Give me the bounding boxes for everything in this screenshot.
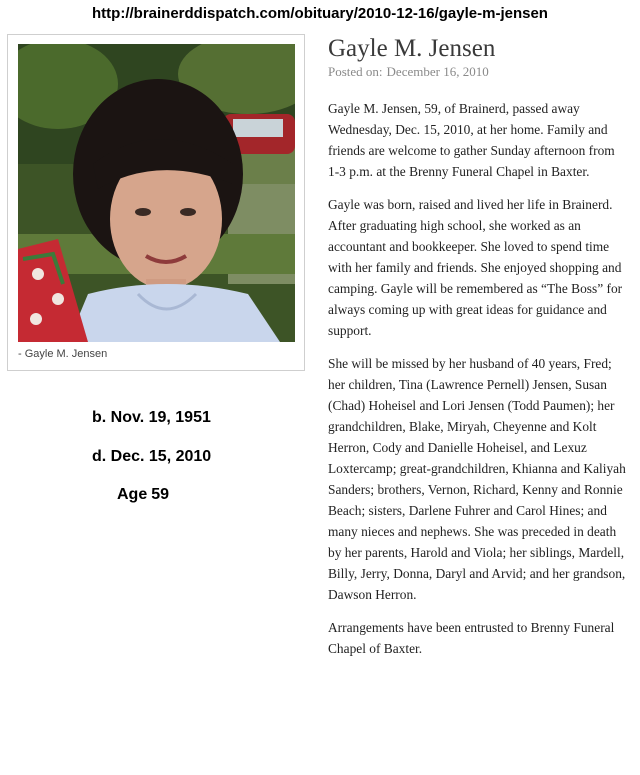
posted-label: Posted on: xyxy=(328,64,383,79)
death-date: d. Dec. 15, 2010 xyxy=(92,448,212,465)
age-label: Age xyxy=(117,486,148,503)
obituary-article xyxy=(328,36,628,671)
paragraph: Gayle M. Jensen, 59, of Brainerd, passed away Wednesday, Dec. 15, 2010, at her home. Family and friends are welcome to gather Sunday afternoon from 1-3 p.m. at the Brenny Funeral Chapel in Baxter. xyxy=(328,101,615,179)
obituary-photo xyxy=(18,44,295,342)
posted-date xyxy=(328,64,628,80)
paragraph: She will be missed by her husband of 40 years, Fred; her children, Tina (Lawrence Pernell) Jensen, Susan (Chad) Hoheisel and Lori Jensen (Todd Paumen); her grandchildren, Blake, Miryah, Cheyenne and Kolt Herron, Cody and Danielle Hoheisel, and Lexuz Loxtercamp; great-grandchildren, Khianna and Kaliyah Sanders; brothers, Vernon, Richard, Kenny and Ronnie Beach; sisters, Darlene Fuhrer and Carol Hines; and many nieces and nephews. She was preceded in death by her parents, Harold and Viola; her siblings, Mardell, Billy, Jerry, Donna, Daryl and Arvid; and her grandson, Dawson Herron. xyxy=(328,356,626,602)
posted-date-value: December 16, 2010 xyxy=(386,64,489,79)
article-title: Gayle M. Jensen xyxy=(328,35,496,62)
age xyxy=(117,486,169,504)
page-url: http://brainerddispatch.com/obituary/2010-12-16/gayle-m-jensen xyxy=(92,5,548,22)
paragraph: Arrangements have been entrusted to Brenny Funeral Chapel of Baxter. xyxy=(328,620,615,656)
paragraph: Gayle was born, raised and lived her life in Brainerd. After graduating high school, she worked as an accountant and bookkeeper. She loved to spend time with her family and friends. She enjoyed shopping and camping. Gayle will be remembered as “The Boss” for always coming up with great ideas for guidance and support. xyxy=(328,197,623,338)
age-value: 59 xyxy=(151,486,170,503)
photo-frame xyxy=(7,34,305,371)
article-body xyxy=(328,98,628,659)
photo-caption: - Gayle M. Jensen xyxy=(18,348,108,360)
birth-date: b. Nov. 19, 1951 xyxy=(92,409,211,426)
